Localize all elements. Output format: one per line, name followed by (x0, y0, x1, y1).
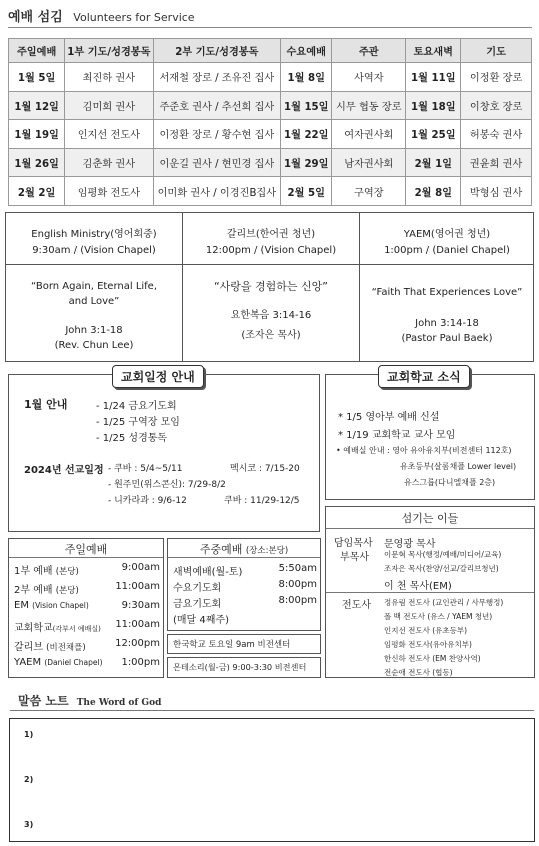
worship-location: (각부서 예배실) (52, 625, 101, 633)
mission-item: 멕시코 : 7/15-20 (230, 464, 300, 474)
staff-name: 문영광 목사 (384, 539, 436, 550)
jan-label: 1월 안내 (24, 398, 68, 411)
page-title (8, 6, 195, 25)
staff-name: 인지선 전도사 (유초등부) (384, 626, 468, 635)
school-news-title: 교회학교 소식 (378, 365, 470, 388)
news-item: * 1/19 교회학교 교사 모임 (338, 430, 456, 441)
table-cell: 구역장 (332, 177, 406, 206)
weekday-time: 8:00pm (278, 579, 317, 590)
note-line-1: 1) (24, 730, 34, 739)
worship-name: 갈리브 (14, 642, 43, 653)
worship-name: EM (14, 600, 29, 611)
table-cell: 1월 19일 (9, 120, 65, 149)
sermon-title: “Born Again, Eternal Life, (30, 281, 158, 292)
page-subtitle: Volunteers for Service (73, 11, 195, 24)
ministry-panel (5, 212, 534, 362)
worship-time: 11:00am (115, 581, 160, 592)
table-cell: 이창호 장로 (461, 91, 532, 120)
sunday-title-divider (9, 557, 163, 558)
scripture-ref: John 3:14-18 (415, 318, 479, 329)
mission-item: - 니카라과 : 9/6-12 (108, 496, 187, 506)
staff-role: 전도사 (342, 600, 371, 611)
column-header: 주관 (332, 39, 406, 63)
worship-time: 9:30am (121, 600, 160, 611)
staff-name: 전순애 전도사 (협동) (384, 668, 453, 677)
table-cell: 1월 15일 (281, 91, 332, 120)
schedule-item: - 1/25 성경통독 (96, 433, 168, 444)
schedule-item: - 1/24 금요기도회 (96, 401, 177, 412)
table-cell: 인지선 전도사 (65, 120, 153, 149)
staff-title: 섬기는 이들 (401, 512, 459, 525)
sermon-title: “Faith That Experiences Love” (371, 287, 523, 298)
scripture-ref: 요한복음 3:14-16 (230, 310, 312, 321)
ministry-english (6, 213, 182, 361)
table-row (9, 63, 532, 92)
table-cell: 2월 8일 (406, 177, 461, 206)
table-cell: 여자권사회 (332, 120, 406, 149)
table-cell: 박형심 권사 (461, 177, 532, 206)
table-cell: 허봉숙 권사 (461, 120, 532, 149)
table-cell: 이미화 권사 / 이경진B집사 (153, 177, 281, 206)
table-cell: 1월 25일 (406, 120, 461, 149)
notes-box[interactable] (9, 718, 535, 842)
table-cell: 이운길 권사 / 현민경 집사 (153, 148, 281, 177)
worship-location: (본당) (55, 567, 79, 577)
worship-name: YAEM (14, 657, 42, 668)
mission-label: 2024년 선교일정 (24, 465, 104, 476)
column-header: 1부 기도/성경봉독 (65, 39, 153, 63)
notes-title: 말씀 노트 (18, 694, 69, 708)
worship-name: 1부 예배 (14, 566, 53, 577)
staff-name: 폴 백 전도사 (유스 / YAEM 청년) (384, 612, 493, 621)
weekday-worship-heading (167, 541, 321, 557)
worship-location: (비전채플) (46, 643, 86, 653)
news-sub-item: 유스그룹(다니엘채플 2층) (404, 478, 496, 487)
note-line-3: 3) (24, 820, 34, 829)
staff-name: 이 천 목사(EM) (384, 581, 452, 592)
column-header: 주일예배 (9, 39, 65, 63)
table-cell: 서재철 장로 / 조유진 집사 (153, 63, 281, 92)
table-cell: 남자권사회 (332, 148, 406, 177)
notes-divider (10, 710, 534, 711)
table-row (9, 91, 532, 120)
worship-location: (본당) (55, 586, 79, 596)
staff-name: 한신하 전도사 (EM 찬양사역) (384, 654, 481, 663)
notes-heading (18, 692, 161, 709)
table-cell: 1월 11일 (406, 63, 461, 92)
montessori-info: 몬테소리(월-금) 9:00-3:30 비전센터 (173, 662, 307, 672)
staff-name: 조자은 목사(찬양/선교/갈리브청년) (384, 564, 499, 573)
table-row (9, 148, 532, 177)
table-cell: 최진하 권사 (65, 63, 153, 92)
news-item: • 예배실 안내 : 영아 유아유치부(비전센터 112호) (336, 446, 512, 455)
table-header-row (9, 39, 532, 63)
column-header: 기도 (461, 39, 532, 63)
table-cell: 2월 5일 (281, 177, 332, 206)
table-cell: 2월 2일 (9, 177, 65, 206)
header-divider (8, 27, 532, 28)
weekday-service: 새벽예배(월-토) (173, 567, 243, 578)
worship-name: 교회학교 (14, 623, 53, 634)
worship-name: 2부 예배 (14, 585, 53, 596)
staff-name: 정유림 전도사 (교인관리 / 사무행정) (384, 598, 504, 607)
mission-item: - 쿠바 : 5/4~5/11 (108, 464, 183, 474)
table-cell: 1월 12일 (9, 91, 65, 120)
worship-time: 11:00am (115, 619, 160, 630)
sermon-title: “사랑을 경험하는 신앙” (213, 280, 329, 293)
ministry-time: 1:00pm / (Daniel Chapel) (384, 245, 510, 256)
ministry-time: 12:00pm / (Vision Chapel) (205, 245, 337, 256)
sunday-worship-title: 주일예배 (64, 543, 108, 556)
table-cell: 이정환 장로 (461, 63, 532, 92)
weekday-time: 8:00pm (278, 595, 317, 606)
column-header: 토요새벽 (406, 39, 461, 63)
table-cell: 사역자 (332, 63, 406, 92)
table-row (9, 120, 532, 149)
column-header: 2부 기도/성경봉독 (153, 39, 281, 63)
mission-item: - 원주민(위스콘신): 7/29-8/2 (108, 480, 226, 490)
news-item: * 1/5 영아부 예배 신설 (338, 412, 440, 423)
worship-location: (Vision Chapel) (32, 601, 89, 610)
notes-subtitle: The Word of God (76, 698, 162, 708)
column-header: 수요예배 (281, 39, 332, 63)
ministry-name: YAEM(영어권 청년) (403, 229, 491, 240)
page-title-text: 예배 섬김 (8, 10, 63, 25)
table-cell: 주준호 권사 / 추선희 집사 (153, 91, 281, 120)
staff-name: 이문혁 목사(행정/예배/미디어/교육) (384, 550, 502, 559)
scripture-ref: John 3:1-18 (65, 325, 123, 336)
table-cell: 1월 8일 (281, 63, 332, 92)
table-cell: 1월 18일 (406, 91, 461, 120)
schedule-item: - 1/25 구역장 모임 (96, 417, 180, 428)
table-cell: 1월 29일 (281, 148, 332, 177)
staff-title-divider (326, 528, 534, 529)
ministry-galib (183, 213, 359, 361)
ministry-time: 9:30am / (Vision Chapel) (32, 245, 156, 256)
table-cell: 1월 22일 (281, 120, 332, 149)
table-cell: 1월 5일 (9, 63, 65, 92)
note-line-2: 2) (24, 775, 34, 784)
weekday-service: 금요기도회 (173, 599, 222, 610)
table-cell: 김미희 권사 (65, 91, 153, 120)
service-schedule-table (8, 38, 532, 206)
worship-location: (Daniel Chapel) (44, 658, 103, 667)
table-row (9, 177, 532, 206)
staff-divider (326, 592, 534, 593)
table-cell: 임평화 전도사 (65, 177, 153, 206)
ministry-name: 갈리브(한어권 청년) (226, 229, 316, 240)
table-cell: 이정환 장로 / 황수현 집사 (153, 120, 281, 149)
ministry-name: English Ministry(영어회중) (31, 229, 157, 240)
weekday-time: 5:50am (278, 563, 317, 574)
table-cell: 시무 협동 장로 (332, 91, 406, 120)
weekday-worship-title: 주중예배 (199, 543, 243, 556)
preacher: (조자은 목사) (241, 330, 301, 341)
friday-note: (매달 4째주) (173, 615, 229, 626)
worship-time: 1:00pm (121, 657, 160, 668)
table-cell: 2월 1일 (406, 148, 461, 177)
preacher: (Pastor Paul Baek) (401, 333, 493, 344)
mission-item: 쿠바 : 11/29-12/5 (224, 496, 300, 506)
worship-time: 9:00am (121, 562, 160, 573)
sermon-title-cont: and Love” (68, 296, 120, 307)
staff-role: 부목사 (340, 552, 369, 563)
weekday-service: 수요기도회 (173, 583, 222, 594)
table-cell: 권윤희 권사 (461, 148, 532, 177)
church-schedule-title: 교회일정 안내 (112, 365, 204, 388)
ministry-yaem (360, 213, 534, 361)
staff-role: 담임목사 (334, 538, 373, 549)
staff-name: 임평화 전도사(유아유치부) (384, 640, 472, 649)
worship-time: 12:00pm (115, 638, 160, 649)
preacher: (Rev. Chun Lee) (54, 340, 134, 351)
table-cell: 1월 26일 (9, 148, 65, 177)
korean-school-info: 한국학교 토요일 9am 비전센터 (173, 640, 291, 650)
weekday-title-divider (168, 557, 320, 558)
weekday-worship-location: (장소:본당) (245, 546, 289, 556)
table-cell: 김춘화 권사 (65, 148, 153, 177)
news-sub-item: 유초등부(살롬채플 Lower level) (400, 462, 517, 471)
